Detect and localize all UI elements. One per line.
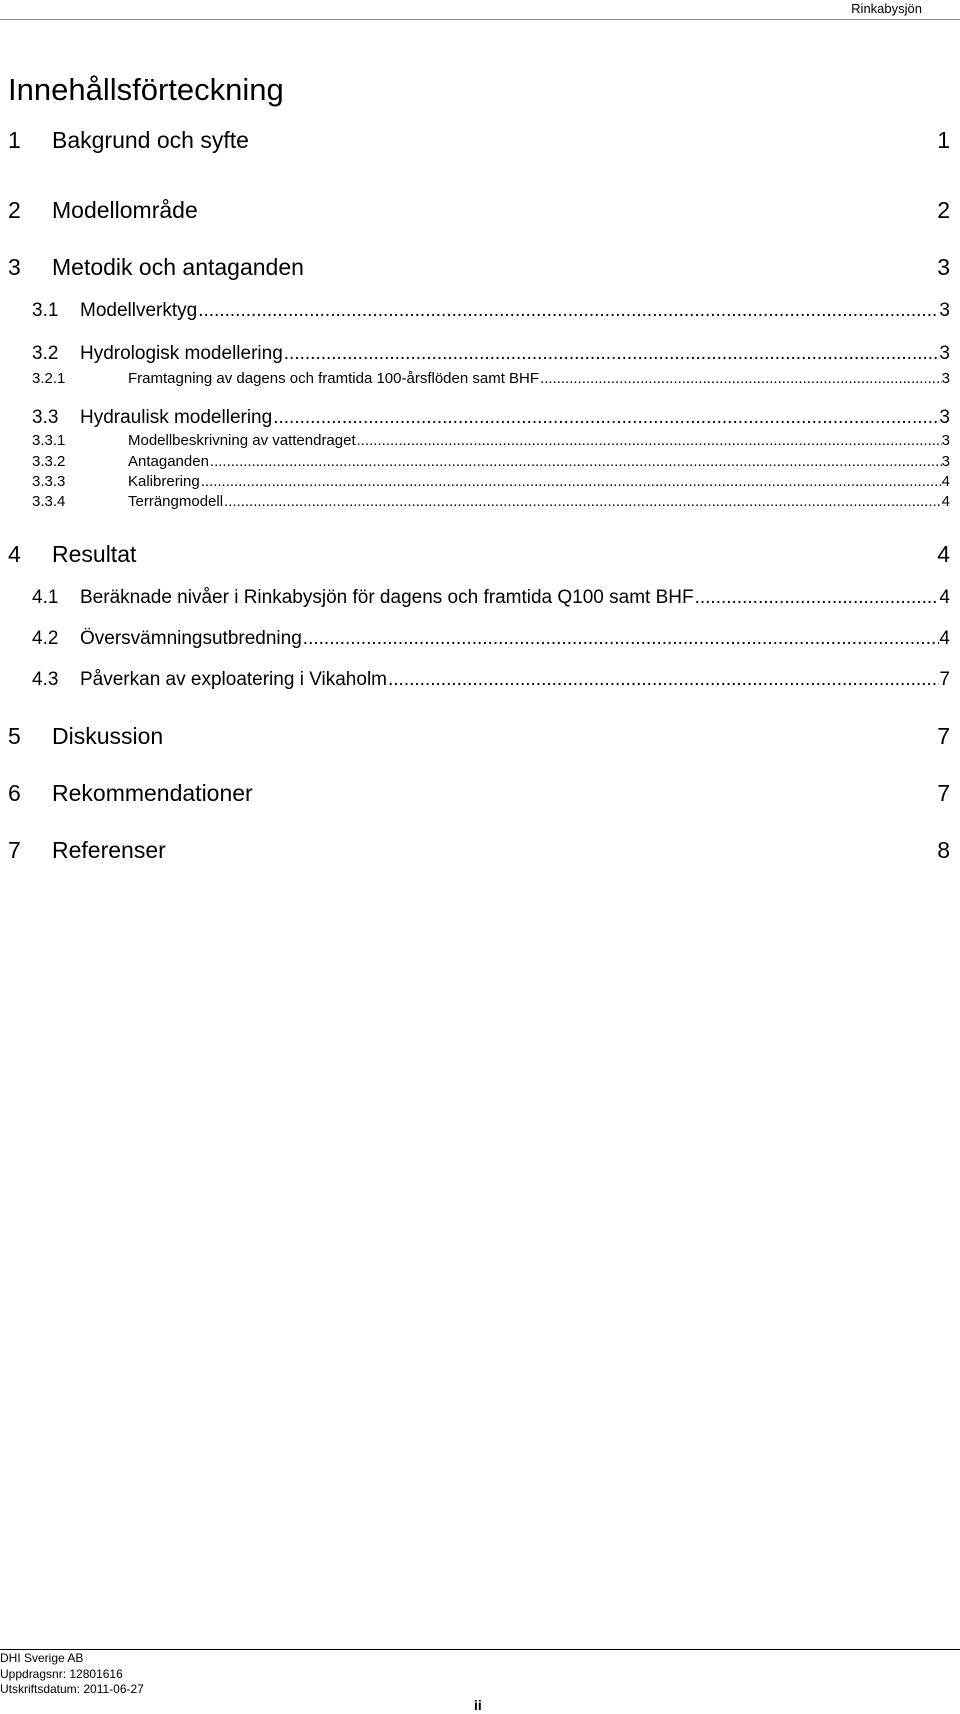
footer-company: DHI Sverige AB xyxy=(0,1651,84,1665)
footer-print-date: Utskriftsdatum: 2011-06-27 xyxy=(0,1682,144,1696)
toc-entry-title: Antaganden xyxy=(128,453,209,470)
toc-entry-title: Metodik och antaganden xyxy=(52,254,304,280)
toc-entry-page: 2 xyxy=(937,197,950,223)
toc-leader xyxy=(197,300,939,322)
toc-entry[interactable] xyxy=(32,453,950,472)
toc-entry-number: 3.3.4 xyxy=(32,493,66,510)
toc-leader xyxy=(539,370,942,387)
toc-entry-number: 4.1 xyxy=(32,587,59,608)
toc-entry-title: Referenser xyxy=(52,837,166,863)
toc-leader xyxy=(356,432,942,449)
toc-entry-number: 2 xyxy=(8,197,21,223)
toc-entry[interactable] xyxy=(32,343,950,367)
toc-entry-page: 7 xyxy=(939,669,950,690)
toc-entry-page: 3 xyxy=(941,453,950,470)
toc-entry-title: Modellverktyg xyxy=(80,300,198,321)
toc-entry-number: 3 xyxy=(8,254,21,280)
toc-entry-page: 7 xyxy=(937,780,950,806)
toc-entry-page: 8 xyxy=(937,837,950,863)
toc-entry[interactable] xyxy=(8,780,950,808)
toc-entry[interactable] xyxy=(8,837,950,865)
header-document-name: Rinkabysjön xyxy=(851,1,922,16)
toc-entry-number: 4.2 xyxy=(32,628,59,649)
toc-entry[interactable] xyxy=(8,197,950,225)
toc-entry-title: Diskussion xyxy=(52,723,164,749)
toc-entry[interactable] xyxy=(32,587,950,611)
toc-entry-title: Beräknade nivåer i Rinkabysjön för dagens och framtida Q100 samt BHF xyxy=(80,587,694,608)
toc-entry-number: 3.2 xyxy=(32,343,59,364)
toc-entry[interactable] xyxy=(32,370,950,389)
toc-entry[interactable] xyxy=(32,473,950,492)
toc-entry-title: Bakgrund och syfte xyxy=(52,127,249,153)
toc-entry-number: 3.3.1 xyxy=(32,432,66,449)
toc-entry-title: Terrängmodell xyxy=(128,493,224,510)
toc-entry-title: Modellbeskrivning av vattendraget xyxy=(128,432,356,449)
toc-entry-number: 3.3.3 xyxy=(32,473,66,490)
toc-leader xyxy=(223,493,942,510)
toc-leader xyxy=(200,473,942,490)
toc-entry[interactable] xyxy=(32,407,950,431)
toc-entry-number: 6 xyxy=(8,780,21,806)
toc-entry-title: Kalibrering xyxy=(128,473,200,490)
toc-entry[interactable] xyxy=(32,669,950,693)
toc-entry-page: 4 xyxy=(937,541,950,567)
toc-entry-number: 3.1 xyxy=(32,300,59,321)
toc-entry[interactable] xyxy=(32,300,950,324)
toc-entry-page: 3 xyxy=(939,407,950,428)
toc-entry-page: 7 xyxy=(937,723,950,749)
toc-entry-number: 3.3.2 xyxy=(32,453,66,470)
toc-entry[interactable] xyxy=(8,254,950,282)
toc-entry-page: 4 xyxy=(939,587,950,608)
toc-entry-title: Hydraulisk modellering xyxy=(80,407,273,428)
toc-entry-title: Översvämningsutbredning xyxy=(80,628,302,649)
toc-entry-number: 4 xyxy=(8,541,21,567)
toc-entry[interactable] xyxy=(32,493,950,512)
toc-entry-page: 4 xyxy=(941,493,950,510)
toc-entry-number: 7 xyxy=(8,837,21,863)
toc-entry-title: Rekommendationer xyxy=(52,780,253,806)
toc-entry[interactable] xyxy=(8,127,950,155)
toc-entry-number: 1 xyxy=(8,127,21,153)
toc-entry-title: Framtagning av dagens och framtida 100-årsflöden samt BHF xyxy=(128,370,540,387)
toc-entry-page: 3 xyxy=(939,300,950,321)
toc-entry-number: 3.2.1 xyxy=(32,370,66,387)
page-number: ii xyxy=(474,1697,482,1713)
footer-divider xyxy=(0,1649,960,1650)
toc-entry-page: 3 xyxy=(941,432,950,449)
toc-entry-title: Påverkan av exploatering i Vikaholm xyxy=(80,669,387,690)
toc-leader xyxy=(387,669,939,691)
toc-entry-title: Resultat xyxy=(52,541,137,567)
toc-entry-page: 3 xyxy=(939,343,950,364)
toc-leader xyxy=(694,587,940,609)
toc-leader xyxy=(272,407,939,429)
toc-leader xyxy=(302,628,940,650)
toc-title: Innehållsförteckning xyxy=(8,72,284,107)
toc-entry-number: 3.3 xyxy=(32,407,59,428)
page-header xyxy=(0,0,960,20)
footer-assignment-number: Uppdragsnr: 12801616 xyxy=(0,1667,123,1681)
toc-entry-page: 3 xyxy=(941,370,950,387)
toc-entry[interactable] xyxy=(32,628,950,652)
toc-entry-number: 4.3 xyxy=(32,669,59,690)
toc-entry[interactable] xyxy=(8,723,950,751)
toc-entry[interactable] xyxy=(8,541,950,569)
toc-entry-title: Modellområde xyxy=(52,197,198,223)
toc-leader xyxy=(209,453,942,470)
toc-entry-page: 4 xyxy=(939,628,950,649)
toc-entry-page: 1 xyxy=(937,127,950,153)
toc-leader xyxy=(283,343,940,365)
toc-entry-title: Hydrologisk modellering xyxy=(80,343,283,364)
toc-entry-page: 4 xyxy=(941,473,950,490)
toc-entry-number: 5 xyxy=(8,723,21,749)
toc-entry[interactable] xyxy=(32,432,950,451)
toc-entry-page: 3 xyxy=(937,254,950,280)
